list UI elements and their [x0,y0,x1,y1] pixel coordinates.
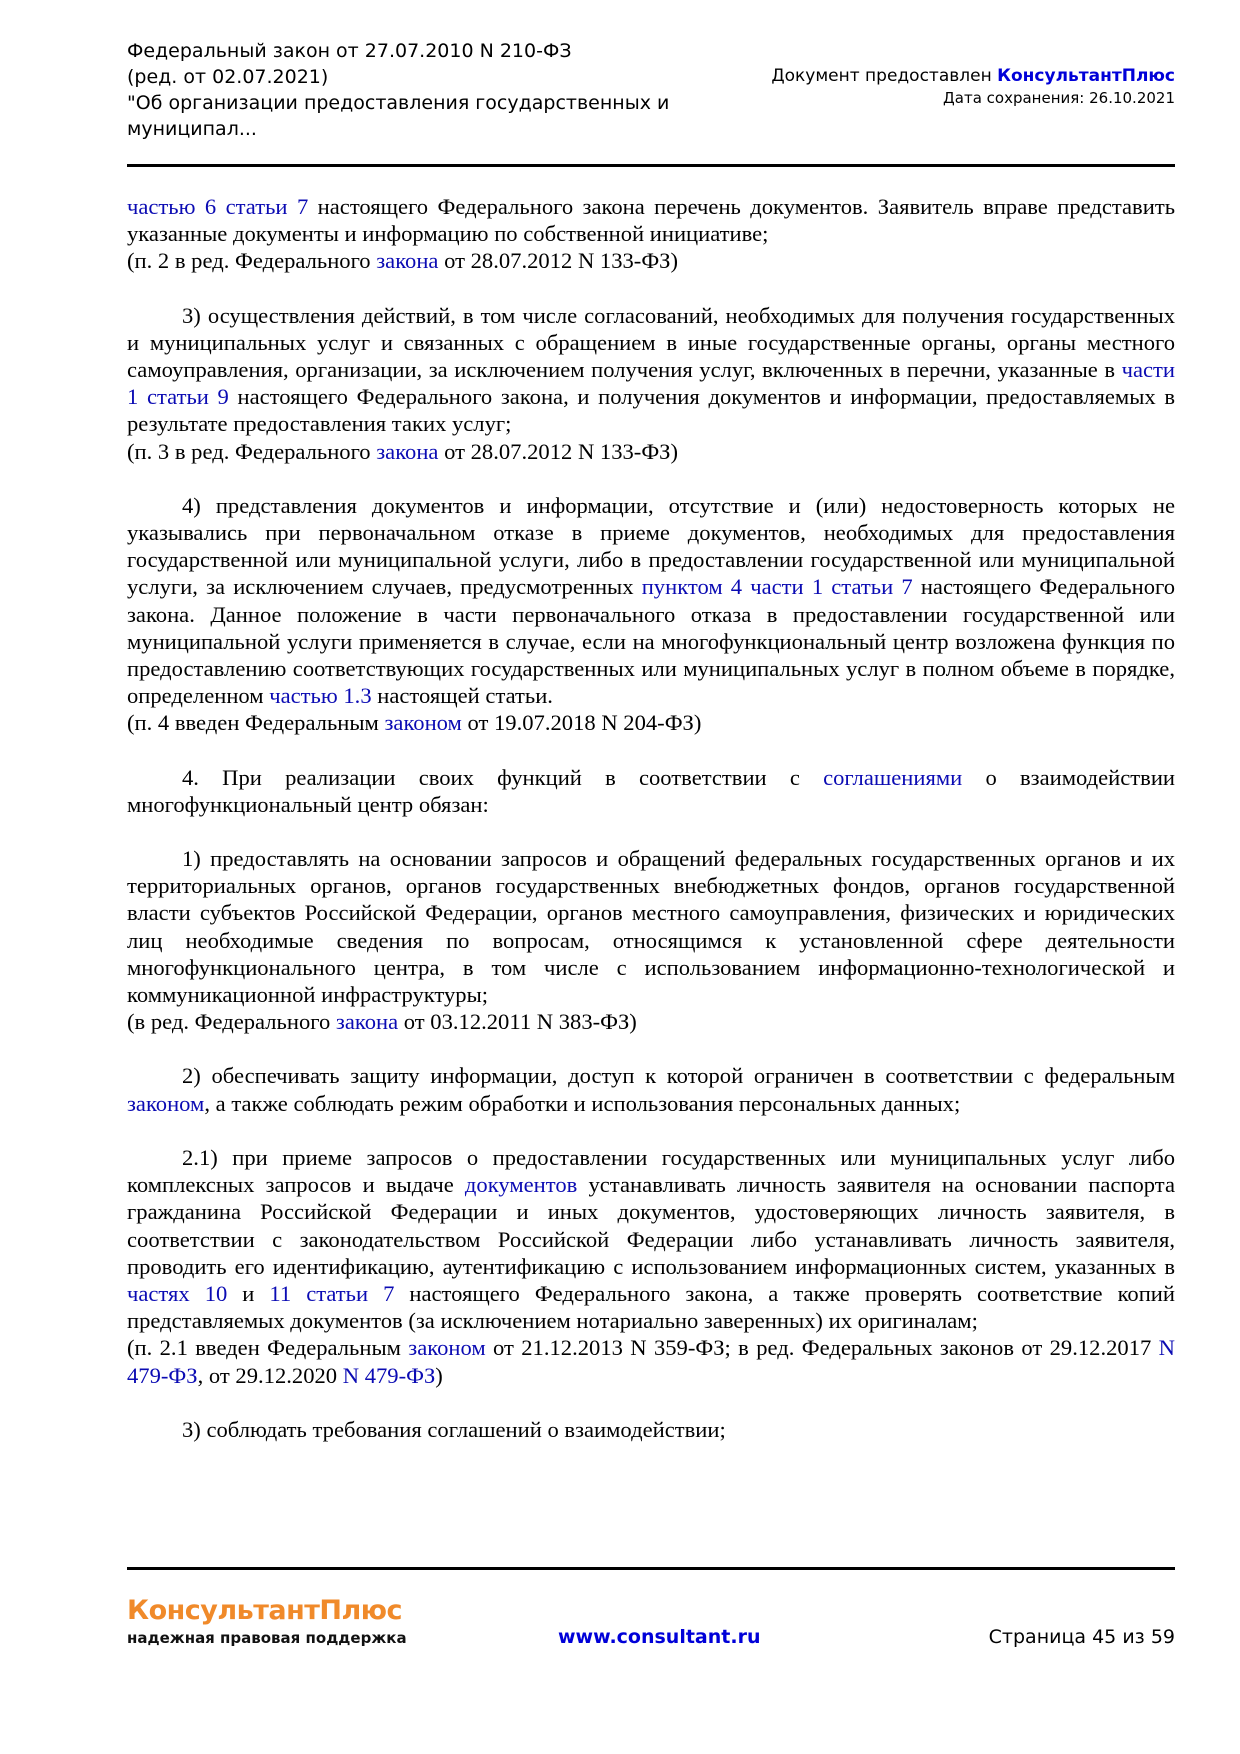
law-link[interactable]: N 479-ФЗ [127,1335,1175,1388]
reference-link[interactable]: пунктом 4 части 1 статьи 7 [641,574,913,600]
paragraph: 3) соблюдать требования соглашений о взаимодействии; [182,1416,726,1442]
reference-link[interactable]: частях 10 [127,1280,228,1306]
provider-block [771,64,1175,108]
brand-name: КонсультантПлюс [127,1595,403,1626]
note-text: , от 29.12.2020 [197,1362,343,1388]
reference-link[interactable]: частью 1.3 [269,683,372,709]
amendment-note [127,438,1175,465]
reference-link[interactable]: части 1 статьи 9 [127,357,1175,410]
note-text: от 28.07.2012 N 133-ФЗ) [438,438,679,464]
law-link[interactable]: законом [408,1335,486,1361]
note-text: (в ред. Федерального [127,1009,336,1035]
paragraph: 1) предоставлять на основании запросов и обращений федеральных государственных органов и их территориальных органов, органов государственных внебюджетных фондов, органов государственной власти субъектов Российской Федерации, органов местного самоуправления, физических и юридических лиц необходимые сведения по вопросам, относящимся к установленной сфере деятельности многофункционального центра, в том числе с использованием информационно-технологической и коммуникационной инфраструктуры; [127,846,1175,1008]
amendment-note [127,709,1175,736]
paragraph [127,492,1175,710]
header-divider [127,164,1175,167]
note-text: от 21.12.2013 N 359-ФЗ; в ред. Федеральных законов от 29.12.2017 [485,1335,1159,1361]
law-link[interactable]: закона [376,438,439,464]
paragraph-text: 3) осуществления действий, в том числе согласований, необходимых для получения государственных и муниципальных услуг и связанных с обращением в иные государственные органы, органы местного самоуправления, организации, за исключением получения услуг, включенных в перечни, указанные в [127,302,1175,383]
note-text: от 03.12.2011 N 383-ФЗ) [398,1009,637,1035]
note-text: (п. 4 введен Федеральным [127,710,385,736]
amendment-note [127,247,1175,274]
paragraph-text: , а также соблюдать режим обработки и использования персональных данных; [204,1090,961,1116]
document-title-block [127,38,687,142]
law-link[interactable]: законом [127,1090,205,1116]
paragraph-text: 2.1) при приеме запросов о предоставлении государственных или муниципальных услуг либо комплексных запросов и выдаче [127,1144,1175,1198]
footer-logo [127,1596,407,1648]
reference-link[interactable]: соглашениями [823,764,963,790]
page-current: 45 [1092,1626,1117,1648]
note-text: от 19.07.2018 N 204-ФЗ) [461,710,702,736]
paragraph [127,764,1175,818]
document-title-line: Федеральный закон от 27.07.2010 N 210-ФЗ [127,40,572,62]
paragraph-text: и [227,1280,270,1306]
document-title-line: "Об организации предоставления государственных и [127,92,670,114]
amendment-note [127,1008,1175,1035]
paragraph [127,1062,1175,1116]
law-link[interactable]: N 479-ФЗ [342,1362,436,1388]
provider-brand-link[interactable]: КонсультантПлюс [997,66,1175,86]
document-body [127,193,1175,1443]
note-text: ) [435,1362,443,1388]
brand-tagline: надежная правовая поддержка [127,1629,407,1647]
paragraph-text: 4. При реализации своих функций в соответствии с [182,764,824,790]
note-text: от 28.07.2012 N 133-ФЗ) [438,248,679,274]
website-link[interactable]: www.consultant.ru [558,1626,761,1648]
note-text: (п. 2.1 введен Федеральным [127,1335,409,1361]
page-indicator [989,1626,1175,1648]
paragraph-text: о взаимодействии многофункциональный центр обязан: [127,764,1176,817]
law-link[interactable]: законом [384,710,462,736]
note-text: (п. 3 в ред. Федерального [127,438,377,464]
paragraph [127,1144,1175,1334]
paragraph-text: настоящего Федерального закона, и получения документов и информации, предоставляемых в результате предоставления таких услуг; [127,384,1176,437]
amendment-note [127,1334,1175,1388]
page-label: Страница [988,1626,1093,1648]
footer-divider [127,1567,1175,1570]
reference-link[interactable]: документов [464,1172,578,1198]
document-title-line: муниципал... [127,118,257,140]
law-link[interactable]: закона [376,248,439,274]
save-date: Дата сохранения: 26.10.2021 [943,89,1175,107]
document-edition-line: (ред. от 02.07.2021) [127,66,329,88]
paragraph-text: настоящей статьи. [371,683,553,709]
paragraph [127,302,1175,438]
page-separator: из [1116,1626,1151,1648]
paragraph-text: настоящего Федерального закона, а также проверять соответствие копий представляемых документов (за исключением нотариально заверенных) их оригиналам; [127,1280,1175,1334]
note-text: (п. 2 в ред. Федерального [127,248,377,274]
paragraph-text: настоящего Федерального закона. Данное положение в части первоначального отказа в предоставлении государственной или муниципальной услуги применяется в случае, если на многофункциональный центр возложена функция по предоставлению соответствующих государственных или муниципальных услуг в полном объеме в порядке, определенном [127,574,1176,709]
page-total: 59 [1150,1626,1175,1648]
paragraph [127,193,1175,247]
paragraph-text: 4) представления документов и информации, отсутствие и (или) недостоверность которых не указывались при первоначальном отказе в приеме документов, необходимых для предоставления государственной или муниципальной услуги, либо в предоставлении государственной или муниципальной услуги, за исключением случаев, предусмотренных [127,492,1175,600]
paragraph-text: 2) обеспечивать защиту информации, доступ к которой ограничен в соответствии с федеральным [182,1063,1175,1089]
provided-by-label: Документ предоставлен [771,66,998,86]
paragraph-text: настоящего Федерального закона перечень документов. Заявитель вправе представить указанные документы и информацию по собственной инициативе; [127,194,1175,247]
paragraph-text: устанавливать личность заявителя на основании паспорта гражданина Российской Федерации и иных документов, удостоверяющих личность заявителя, в соответствии с законодательством Российской Федерации либо устанавливать личность заявителя, проводить его идентификацию, аутентификацию с использованием информационных систем, указанных в [127,1172,1175,1279]
reference-link[interactable]: частью 6 статьи 7 [127,194,309,219]
law-link[interactable]: закона [335,1009,399,1035]
reference-link[interactable]: 11 статьи 7 [269,1280,395,1306]
